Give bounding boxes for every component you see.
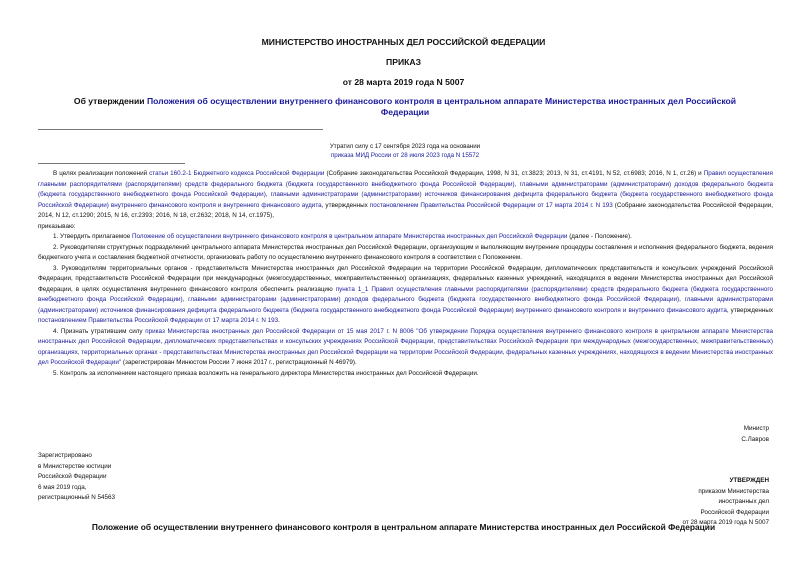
document-body [38, 169, 773, 379]
appendix-title: Положение об осуществлении внутреннего финансового контроля в центральном аппарате Министерства иностранных дел Российской Федерации [91, 522, 716, 532]
text-span: (зарегистрирован Минюстом России 7 июня 2017 г., регистрационный N 46979). [121, 359, 357, 366]
paragraph-preamble [38, 169, 773, 222]
doc-title [60, 96, 750, 118]
approval-line: приказом Министерства [698, 487, 769, 495]
text-span: В целях реализации положений [53, 170, 150, 177]
paragraph-item-2: 2. Руководителям структурных подразделений центрального аппарата Министерства иностранных дел Российской Федерации, организующим и выполняющим внутренние процедуры составления и исполнения федерального бюджета, ведения бюджетного учета и составления бюджетной отчетности, организовать работу по осуществлению внутреннего финансового контроля в соответствии с Положением. [38, 243, 773, 261]
registration-line: Российской Федерации [38, 473, 107, 481]
doc-type-heading: ПРИКАЗ [386, 57, 421, 67]
signature-name: С.Лавров [741, 435, 769, 443]
link-budget-code[interactable]: статьи 160.2-1 Бюджетного кодекса Российской Федерации [149, 170, 325, 177]
text-span: (Собрание законодательства Российской Федерации, 1998, N 31, ст.3823; 2013, N 31, ст.4191, N 52, ст.6983; 2016, N 1, ст.26) и [324, 170, 704, 177]
registration-line: 6 мая 2019 года, [38, 483, 87, 491]
paragraph-item-1 [38, 232, 773, 243]
text-span: , утвержденных [726, 306, 773, 314]
paragraph-item-5: 5. Контроль за исполнением настоящего приказа возложить на генерального директора Министерства иностранных дел Российской Федерации. [53, 369, 479, 377]
approval-line: Российской Федерации [700, 508, 769, 516]
text-span: (Собрание законодательства Российской Федерации, 2014, N 12, ст.1290; 2015, N 16, ст.2393; 2016, N 18, ст.2632; 2018, N 14, ст.1975), [38, 201, 773, 219]
text-span: 1. Утвердить прилагаемое [53, 233, 132, 240]
registration-line: Зарегистрировано [38, 452, 92, 459]
link-regulation[interactable]: Положение об осуществлении внутреннего финансового контроля в центральном аппарате Министерства иностранных дел Российской Федерации [131, 233, 568, 240]
link-resolution[interactable]: постановлением Правительства Российской Федерации от 17 марта 2014 г. N 193 [369, 201, 613, 209]
approval-line: иностранных дел [718, 498, 769, 506]
text-span: (далее - Положение). [567, 233, 632, 240]
paragraph-order: приказываю: [38, 222, 76, 230]
link-old-order[interactable]: приказ Министерства иностранных дел Российской Федерации от 15 мая 2017 г. N 8006 "Об утверждении Порядка осуществления внутреннего финансового контроля в центральном аппарате Министерства иностранных дел Российской Федерации, дипломатических представительствах и консульских учреждениях Российской Федерации, представительствах Российской Федерации при международных (межгосударственных, межправительственных) организациях, территориальных органах - представительствах Министерства иностранных дел Российской Федерации на территории Российской Федерации, федеральных казенных учреждениях, находящихся в ведении Министерства иностранных дел Российской Федерации" [38, 327, 773, 366]
paragraph-item-4 [38, 327, 773, 369]
registration-block [38, 451, 115, 504]
approval-line: от 28 марта 2019 года N 5007 [682, 519, 769, 527]
text-span: , утвержденных [321, 201, 370, 209]
validity-link[interactable]: приказа МИД России от 28 июля 2023 года N 15572 [330, 152, 480, 159]
link-rules[interactable]: Правил осуществления главными распорядителями (распорядителями) средств федерального бюджета (бюджета государственного внебюджетного фонда Российской Федерации), главными администраторами (администраторами) доходов федерального бюджета (бюджета государственного внебюджетного фонда Российской Федерации), главными администраторами (администраторами) источников финансирования дефицита федерального бюджета (бюджета государственного внебюджетного фонда Российской Федерации) внутреннего финансового контроля и внутреннего финансового аудита [38, 170, 773, 209]
separator-line-short [38, 163, 185, 164]
doc-date-number: от 28 марта 2019 года N 5007 [342, 77, 465, 87]
registration-line: регистрационный N 54563 [38, 494, 116, 502]
approval-label: УТВЕРЖДЕН [729, 477, 769, 484]
validity-note [250, 142, 560, 160]
text-span: . [278, 317, 280, 324]
link-rules-point[interactable]: пункта 1_1 Правил осуществления главными распорядителями (распорядителями) средств федерального бюджета (бюджета государственного внебюджетного фонда Российской Федерации), главными администраторами (администраторами) доходов федерального бюджета (бюджета государственного внебюджетного фонда Российской Федерации), главными администраторами (администраторами) источников финансирования дефицита федерального бюджета (бюджета государственного внебюджетного фонда Российской Федерации) внутреннего финансового контроля и внутреннего финансового аудита [38, 285, 773, 314]
doc-title-prefix: Об утверждении [73, 96, 147, 106]
text-span: 4. Признать утратившим силу [53, 327, 146, 335]
paragraph-item-3 [38, 264, 773, 327]
doc-title-link[interactable]: Положения об осуществлении внутреннего финансового контроля в центральном аппарате Министерства иностранных дел Российской Федерации [146, 96, 737, 117]
registration-line: в Министерстве юстиции [38, 462, 112, 470]
validity-line: Утратил силу с 17 сентября 2023 года на основании [329, 143, 481, 150]
text-span: 3. Руководителям территориальных органов - представительств Министерства иностранных дел Российской Федерации на территории Российской Федерации, дипломатических представительств и консульских учреждений Российской Федерации, представительств Российской Федерации при международных (межгосударственных, межправительственных) организациях, федеральных казенных учреждений, находящихся в ведении Министерства иностранных дел Российской Федерации, в целях осуществления внутреннего финансового контроля обеспечить реализацию [38, 264, 773, 293]
ministry-heading: МИНИСТЕРСТВО ИНОСТРАННЫХ ДЕЛ РОССИЙСКОЙ ФЕДЕРАЦИИ [261, 37, 546, 47]
signature-position: Министр [743, 425, 769, 432]
signature-block [741, 424, 769, 445]
link-resolution-2[interactable]: постановлением Правительства Российской Федерации от 17 марта 2014 г. N 193 [38, 317, 279, 324]
separator-line [38, 129, 323, 130]
